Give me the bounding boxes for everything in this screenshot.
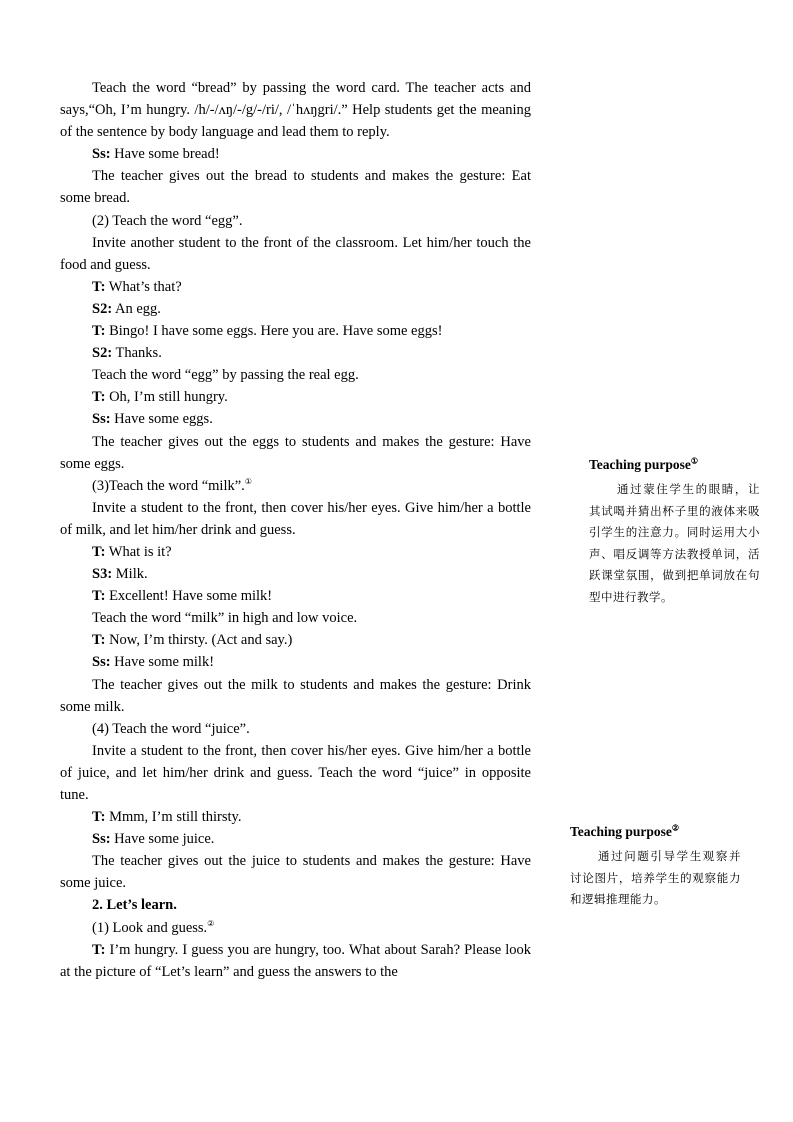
paragraph: The teacher gives out the eggs to students and makes the gesture: Have some eggs. [60,433,531,472]
teaching-purpose-note-1 [589,455,760,608]
paragraph: Teach the word “milk” in high and low voice. [92,610,358,627]
dialogue-line [60,276,531,298]
dialogue-text: Have some bread! [110,146,220,163]
speaker: Ss: [92,654,111,671]
footnote-marker: ② [207,918,215,928]
paragraph: Teach the word “bread” by passing the word card. The teacher acts and says,“Oh, I’m hungry. /h/-/ʌŋ/-/g/-/ri/, /ˈhʌŋgri/.” Help students get the meaning of the sentence by body language and lead them to reply. [60,80,531,141]
speaker: T: [92,809,106,826]
speaker: T: [92,389,106,406]
paragraph: Invite a student to the front, then cover his/her eyes. Give him/her a bottle of juice, and let him/her drink and guess. Teach the word “juice” in opposite tune. [60,742,531,803]
dialogue-line [60,629,531,651]
speaker: T: [92,323,106,340]
footnote-marker: ① [244,476,252,486]
dialogue-line [60,651,531,673]
dialogue-text: Bingo! I have some eggs. Here you are. Have some eggs! [105,323,443,340]
note-text: 通过蒙住学生的眼睛，让其试喝并猜出杯子里的液体来吸引学生的注意力。同时运用大小声、唱反调等方法教授单词，活跃课堂氛围，做到把单词放在句型中进行教学。 [589,482,760,604]
paragraph: Teach the word “egg” by passing the real egg. [92,367,359,384]
footnote-marker: ① [690,456,699,466]
dialogue-line [60,298,531,320]
paragraph: The teacher gives out the bread to students and makes the gesture: Eat some bread. [60,168,531,207]
paragraph: The teacher gives out the juice to students and makes the gesture: Have some juice. [60,853,531,892]
step-heading [60,917,531,939]
note-text: 通过问题引导学生观察并讨论图片，培养学生的观察能力和逻辑推理能力。 [570,849,741,906]
note-title: Teaching purpose [589,457,691,472]
dialogue-line [60,828,531,850]
note-heading [589,455,760,475]
note-title: Teaching purpose [570,824,672,839]
step-heading: (2) Teach the word “egg”. [92,212,243,229]
speaker: T: [92,632,106,649]
speaker: T: [92,278,106,295]
speaker: Ss: [92,411,111,428]
dialogue-line [60,342,531,364]
paragraph: Invite a student to the front, then cover his/her eyes. Give him/her a bottle of milk, and let him/her drink and guess. [60,499,531,538]
speaker: T: [92,588,106,605]
speaker: T: [92,941,106,958]
dialogue-line [60,563,531,585]
dialogue-text: Thanks. [112,345,162,362]
speaker: S2: [92,345,113,362]
paragraph: Invite another student to the front of the classroom. Let him/her touch the food and guess. [60,234,531,273]
dialogue-text: Mmm, I’m still thirsty. [105,809,242,826]
dialogue-text: An egg. [112,300,161,317]
dialogue-text: Have some juice. [110,831,215,848]
dialogue-line [60,386,531,408]
speaker: S3: [92,566,113,583]
dialogue-text: Oh, I’m still hungry. [105,389,228,406]
dialogue-text: Milk. [112,566,148,583]
dialogue-text: Now, I’m thirsty. (Act and say.) [105,632,293,649]
dialogue-line [60,939,531,983]
dialogue-line [60,143,531,165]
paragraph: The teacher gives out the milk to students and makes the gesture: Drink some milk. [60,676,531,715]
footnote-marker: ② [671,823,680,833]
speaker: T: [92,543,106,560]
dialogue-text: Excellent! Have some milk! [105,588,273,605]
dialogue-text: I’m hungry. I guess you are hungry, too. What about Sarah? Please look at the picture of “Let’s learn” and guess the answers to the [60,941,531,980]
step-text: (1) Look and guess. [92,919,208,936]
speaker: S2: [92,300,113,317]
dialogue-line [60,408,531,430]
dialogue-text: Have some eggs. [110,411,213,428]
dialogue-text: What’s that? [105,278,182,295]
dialogue-line [60,806,531,828]
speaker: Ss: [92,831,111,848]
speaker: Ss: [92,146,111,163]
step-heading: (4) Teach the word “juice”. [92,720,250,737]
note-heading [570,822,741,842]
dialogue-text: What is it? [105,543,172,560]
dialogue-line [60,541,531,563]
section-heading: 2. Let’s learn. [92,897,177,914]
step-text: (3)Teach the word “milk”. [92,477,245,494]
dialogue-line [60,320,531,342]
dialogue-line [60,585,531,607]
teaching-purpose-note-2 [570,822,741,911]
dialogue-text: Have some milk! [110,654,215,671]
step-heading [60,475,531,497]
lesson-body [60,77,531,983]
